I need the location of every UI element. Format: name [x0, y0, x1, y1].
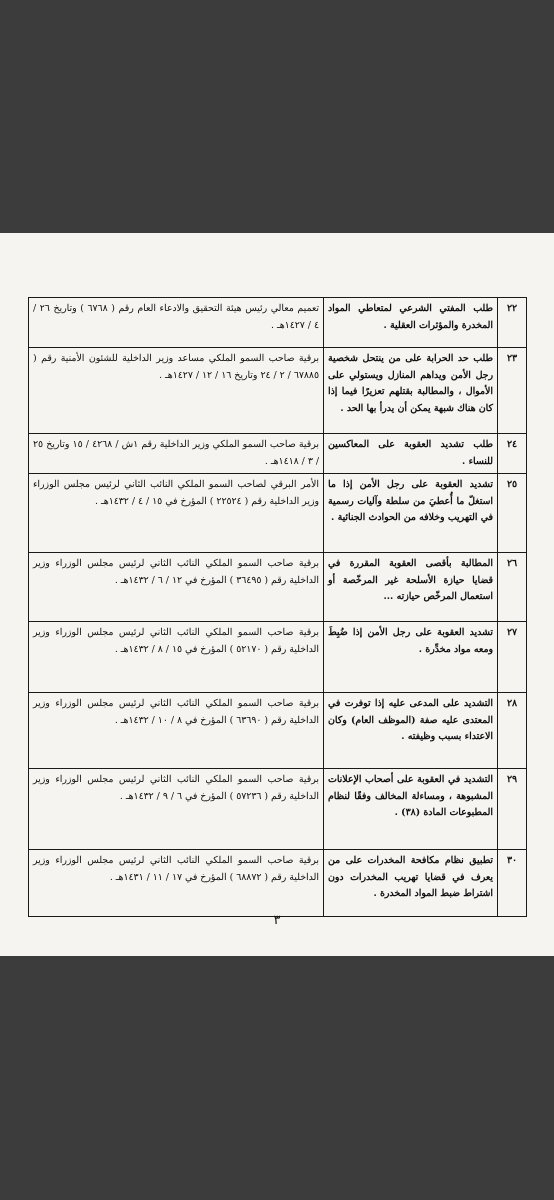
reference-cell: الأمر البرقي لصاحب السمو الملكي النائب الثاني لرئيس مجلس الوزراء وزير الداخلية رقم ( ٢٢٥٢٤ ) المؤرخ في ١٥ / ٤ / ١٤٣٢هـ . — [29, 474, 324, 553]
rulings-table — [28, 297, 527, 917]
reference-cell: برقية صاحب السمو الملكي النائب الثاني لرئيس مجلس الوزراء وزير الداخلية رقم ( ٦٣٦٩٠ ) المؤرخ في ٨ / ١٠ / ١٤٣٢هـ . — [29, 693, 324, 769]
request-cell: التشديد في العقوبة على أصحاب الإعلانات المشبوهة ، ومساءلة المخالف وفقًا لنظام المطبوعات المادة (٣٨) . — [324, 769, 498, 850]
top-dark-background — [0, 0, 554, 233]
table-row — [29, 434, 527, 474]
request-cell: تشديد العقوبة على رجل الأمن إذا ما استغلّ ما أُعطيَ من سلطة وآليات رسمية في التهريب وخلافه من الحوادث الجنائية . — [324, 474, 498, 553]
request-cell: طلب حد الحرابة على من ينتحل شخصية رجل الأمن ويداهم المنازل ويستولي على الأموال ، والمطالبة بقتلهم تعزيرًا فيما إذا كان هناك شبهة يمكن أن يدرأ بها الحد . — [324, 348, 498, 434]
reference-cell: برقية صاحب السمو الملكي مساعد وزير الداخلية للشئون الأمنية رقم ( ٦٧٨٨٥ / ٢ / ٢٤ وتاريخ ١٦ / ١٢ / ١٤٢٧هـ . — [29, 348, 324, 434]
reference-cell: برقية صاحب السمو الملكي النائب الثاني لرئيس مجلس الوزراء وزير الداخلية رقم ( ٣٦٤٩٥ ) المؤرخ في ١٢ / ٦ / ١٤٣٢هـ . — [29, 553, 324, 622]
request-cell: المطالبة بأقصى العقوبة المقررة في قضايا حيازة الأسلحة غير المرخّصة أو استعمال المرخّص حيازته ... — [324, 553, 498, 622]
reference-cell: برقية صاحب السمو الملكي النائب الثاني لرئيس مجلس الوزراء وزير الداخلية رقم ( ٥٢١٧٠ ) المؤرخ في ١٥ / ٨ / ١٤٣٢هـ . — [29, 622, 324, 693]
row-number: ٢٣ — [498, 348, 527, 434]
row-number: ٢٦ — [498, 553, 527, 622]
row-number: ٣٠ — [498, 850, 527, 917]
table-row — [29, 622, 527, 693]
row-number: ٢٨ — [498, 693, 527, 769]
row-number: ٢٥ — [498, 474, 527, 553]
request-cell: طلب المفتي الشرعي لمتعاطي المواد المخدرة والمؤثرات العقلية . — [324, 298, 498, 348]
request-cell: طلب تشديد العقوبة على المعاكسين للنساء . — [324, 434, 498, 474]
request-cell: تشديد العقوبة على رجل الأمن إذا ضُبِطَ ومعه مواد مخدِّرة . — [324, 622, 498, 693]
request-cell: التشديد على المدعى عليه إذا توفرت في المعتدى عليه صفة (الموظف العام) وكان الاعتداء بسبب وظيفته . — [324, 693, 498, 769]
row-number: ٢٧ — [498, 622, 527, 693]
row-number: ٢٢ — [498, 298, 527, 348]
reference-cell: برقية صاحب السمو الملكي النائب الثاني لرئيس مجلس الوزراء وزير الداخلية رقم ( ٦٨٨٧٢ ) المؤرخ في ١٧ / ١١ / ١٤٣١هـ . — [29, 850, 324, 917]
table-row — [29, 348, 527, 434]
table-row — [29, 553, 527, 622]
bottom-dark-background — [0, 956, 554, 1200]
reference-cell: تعميم معالي رئيس هيئة التحقيق والادعاء العام رقم ( ٦٧٦٨ ) وتاريخ ٢٦ / ٤ / ١٤٢٧هـ . — [29, 298, 324, 348]
table-row — [29, 298, 527, 348]
reference-cell: برقية صاحب السمو الملكي النائب الثاني لرئيس مجلس الوزراء وزير الداخلية رقم ( ٥٧٢٣٦ ) المؤرخ في ٦ / ٩ / ١٤٣٢هـ . — [29, 769, 324, 850]
row-number: ٢٤ — [498, 434, 527, 474]
page-number: ٣ — [273, 913, 281, 928]
row-number: ٢٩ — [498, 769, 527, 850]
table-row — [29, 850, 527, 917]
table-row — [29, 769, 527, 850]
request-cell: تطبيق نظام مكافحة المخدرات على من يعرف في قضايا تهريب المخدرات دون اشتراط ضبط المواد المخدرة . — [324, 850, 498, 917]
document-page — [0, 233, 554, 956]
table-row — [29, 474, 527, 553]
table-row — [29, 693, 527, 769]
reference-cell: برقية صاحب السمو الملكي وزير الداخلية رقم ١ش / ٤٢٦٨ / ١٥ وتاريخ ٢٥ / ٣ / ١٤١٨هـ . — [29, 434, 324, 474]
